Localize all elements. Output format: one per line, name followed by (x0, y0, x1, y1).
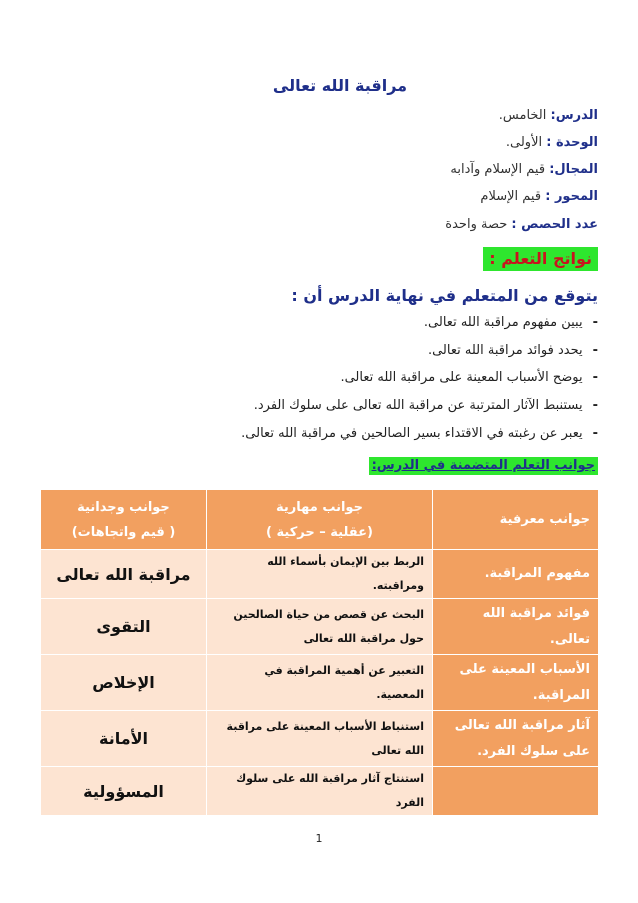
meta-domain-value: قيم الإسلام وآدابه (450, 162, 546, 177)
header-skills-label: جوانب مهارية (276, 499, 363, 515)
objective-text: يعبر عن رغبته في الاقتداء بسير الصالحين في مراقبة الله تعالى. (241, 426, 583, 441)
meta-sessions (445, 217, 598, 232)
cell-skills: البحث عن قصص من حياة الصالحين حول مراقبة الله تعالى (207, 599, 433, 655)
learning-aspects-table (40, 489, 599, 816)
cell-knowledge: آثار مراقبة الله تعالى على سلوك الفرد. (433, 711, 599, 767)
cell-skills: استنتاج آثار مراقبة الله على سلوك الفرد (207, 767, 433, 816)
bullet-dash: - (592, 370, 598, 385)
cell-knowledge (433, 767, 599, 816)
objective-item (254, 398, 598, 413)
header-skills (207, 490, 433, 550)
table-row (41, 655, 599, 711)
cell-skills: الربط بين الإيمان بأسماء الله ومراقبته. (207, 550, 433, 599)
bullet-dash: - (592, 343, 598, 358)
meta-lesson-value: الخامس. (498, 108, 547, 123)
objective-text: يوضح الأسباب المعينة على مراقبة الله تعالى. (340, 370, 583, 385)
page-number: 1 (315, 832, 323, 845)
meta-unit (506, 135, 598, 150)
cell-affective: الإخلاص (41, 655, 207, 711)
table-row (41, 599, 599, 655)
meta-axis-label: المحور : (545, 189, 598, 204)
meta-axis-value: قيم الإسلام (480, 189, 542, 204)
meta-lesson-label: الدرس: (550, 108, 598, 123)
header-affective (41, 490, 207, 550)
meta-axis (480, 189, 598, 204)
header-knowledge (433, 490, 599, 550)
objective-item (340, 370, 598, 385)
cell-knowledge: فوائد مراقبة الله تعالى. (433, 599, 599, 655)
meta-domain (450, 162, 598, 177)
header-affective-sublabel: ( قيم واتجاهات) (71, 524, 176, 540)
table-row (41, 767, 599, 816)
cell-knowledge: مفهوم المراقبة. (433, 550, 599, 599)
objective-item (424, 315, 598, 330)
header-skills-sublabel: (عقلية – حركية ) (266, 524, 373, 540)
meta-sessions-label: عدد الحصص : (511, 217, 598, 232)
objective-item (241, 426, 598, 441)
objective-item (428, 343, 598, 358)
table-row (41, 711, 599, 767)
header-knowledge-label: جوانب معرفية (499, 512, 590, 527)
aspects-heading: جوانب التعلم المتضمنة في الدرس: (369, 457, 598, 475)
cell-affective: التقوى (41, 599, 207, 655)
bullet-dash: - (592, 398, 598, 413)
objective-text: يستنبط الآثار المترتبة عن مراقبة الله تعالى على سلوك الفرد. (253, 398, 583, 413)
meta-unit-value: الأولى. (505, 135, 543, 150)
cell-affective: الأمانة (41, 711, 207, 767)
table-header-row (41, 490, 599, 550)
objective-text: يحدد فوائد مراقبة الله تعالى. (427, 343, 583, 358)
table-row (41, 550, 599, 599)
bullet-dash: - (592, 315, 598, 330)
header-affective-label: جوانب وجدانية (77, 499, 170, 515)
cell-skills: استنباط الأسباب المعينة على مراقبة الله تعالى (207, 711, 433, 767)
cell-affective: المسؤولية (41, 767, 207, 816)
cell-skills: التعبير عن أهمية المراقبة في المعصية. (207, 655, 433, 711)
bullet-dash: - (592, 426, 598, 441)
cell-affective: مراقبة الله تعالى (41, 550, 207, 599)
outcomes-heading: نواتج التعلم : (483, 247, 598, 271)
cell-knowledge: الأسباب المعينة على المراقبة. (433, 655, 599, 711)
objective-text: يبين مفهوم مراقبة الله تعالى. (423, 315, 583, 330)
meta-unit-label: الوحدة : (546, 135, 598, 150)
expectation-heading: يتوقع من المتعلم في نهاية الدرس أن : (291, 286, 598, 305)
meta-domain-label: المجال: (549, 162, 598, 177)
meta-lesson (499, 108, 598, 123)
document-title: مراقبة الله تعالى (272, 76, 408, 95)
meta-sessions-value: حصة واحدة (445, 217, 508, 232)
